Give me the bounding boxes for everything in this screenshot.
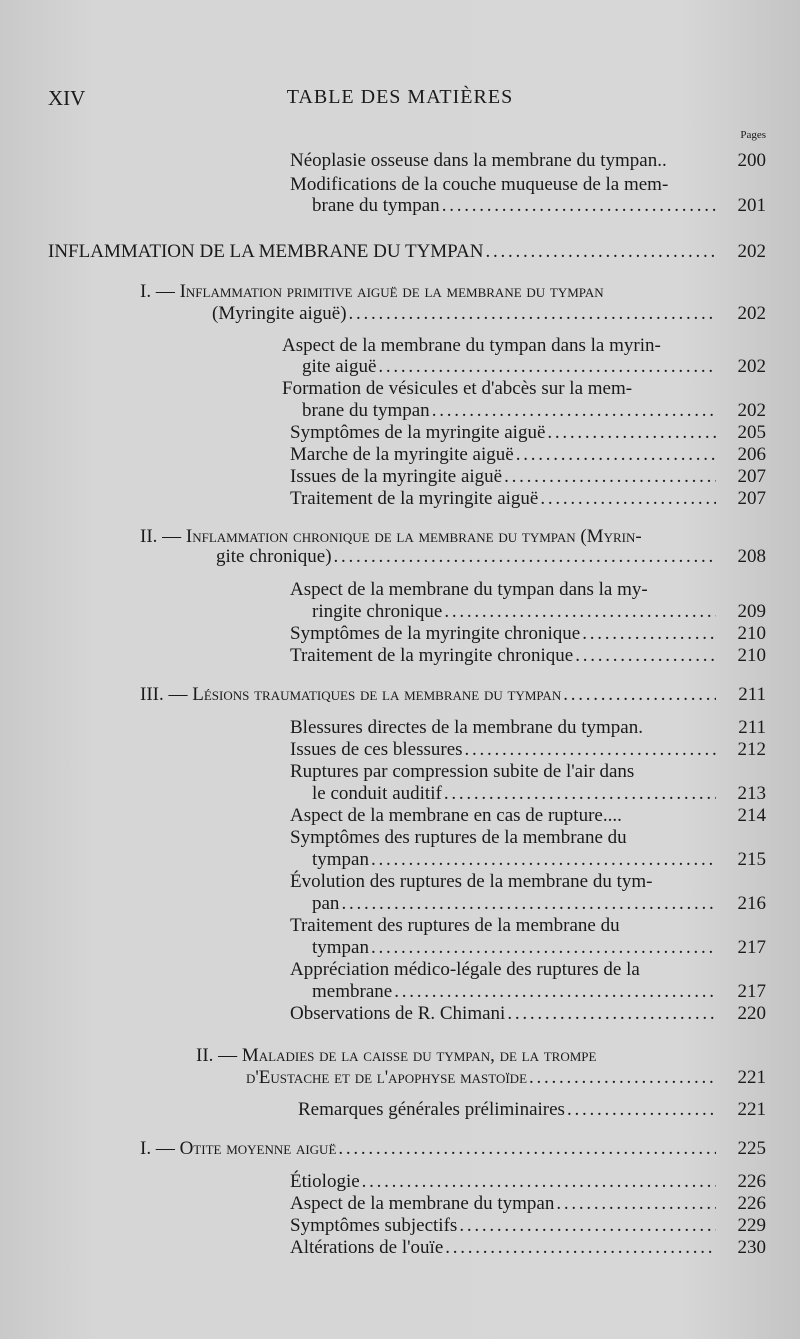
toc-entry-title: Remarques générales préliminaires <box>298 1099 565 1120</box>
toc-entry-title: Altérations de l'ouïe <box>290 1237 444 1258</box>
toc-entry <box>290 578 766 602</box>
toc-entry-page: 207 <box>737 488 766 509</box>
toc-entry <box>302 399 766 423</box>
toc-entry <box>290 914 766 938</box>
dot-leader <box>563 683 716 707</box>
dot-leader <box>371 848 716 872</box>
toc-entry <box>312 194 766 218</box>
pages-column-label: Pages <box>740 129 766 141</box>
toc-entry-title: Traitement de la myringite chronique <box>290 645 574 666</box>
dot-leader <box>459 1214 716 1238</box>
toc-entry-page: 205 <box>737 422 766 443</box>
toc-entry <box>282 377 766 401</box>
toc-entry-title: II. — Inflammation chronique de la membrane du tympan (Myrin- <box>140 526 642 547</box>
toc-entry <box>312 936 766 960</box>
toc-entry-page: 221 <box>737 1099 766 1120</box>
toc-entry-title: Ruptures par compression subite de l'air dans <box>290 761 635 782</box>
toc-entry-title: tympan <box>312 937 369 958</box>
toc-entry <box>312 782 766 806</box>
toc-entry <box>290 487 766 511</box>
toc-entry-page: 225 <box>737 1138 766 1159</box>
toc-entry-title: (Myringite aiguë) <box>212 303 347 324</box>
toc-entry <box>290 1236 766 1260</box>
running-title: TABLE DES MATIÈRES <box>286 86 514 108</box>
toc-entry-page: 201 <box>737 195 766 216</box>
toc-entry-page: 200 <box>737 150 766 171</box>
toc-entry <box>290 465 766 489</box>
toc-entry <box>290 1214 766 1238</box>
toc-entry <box>312 892 766 916</box>
toc-entry-title: Symptômes des ruptures de la membrane du <box>290 827 627 848</box>
toc-entry-page: 206 <box>737 444 766 465</box>
toc-entry-title: Aspect de la membrane en cas de rupture.... <box>290 805 622 826</box>
dot-leader <box>507 1002 716 1026</box>
toc-entry-page: 226 <box>737 1171 766 1192</box>
toc-entry <box>140 683 766 707</box>
toc-entry-page: 211 <box>738 717 766 738</box>
page-number: XIV <box>48 86 86 110</box>
dot-leader <box>540 487 716 511</box>
toc-entry-title: Observations de R. Chimani <box>290 1003 506 1024</box>
toc-entry-title: Marche de la myringite aiguë <box>290 444 514 465</box>
toc-entry-title: Symptômes subjectifs <box>290 1215 458 1236</box>
dot-leader <box>575 644 716 668</box>
toc-entry <box>312 848 766 872</box>
toc-entry-title: I. — Inflammation primitive aiguë de la membrane du tympan <box>140 281 604 302</box>
toc-entry-title: d'Eustache et de l'apophyse mastoïde <box>246 1067 528 1088</box>
dot-leader <box>529 1066 716 1090</box>
toc-entry-title: Aspect de la membrane du tympan dans la myrin- <box>282 335 661 356</box>
dot-leader <box>567 1098 716 1122</box>
toc-entry-title: Néoplasie osseuse dans la membrane du tympan.. <box>290 150 667 171</box>
toc-entry-page: 211 <box>738 684 766 705</box>
toc-entry-title: Traitement de la myringite aiguë <box>290 488 539 509</box>
toc-entry <box>48 240 766 264</box>
dot-leader <box>362 1170 716 1194</box>
dot-leader <box>349 302 716 326</box>
dot-leader <box>582 622 716 646</box>
toc-entry <box>290 1170 766 1194</box>
toc-entry-page: 210 <box>737 645 766 666</box>
toc-entry-title: Issues de la myringite aiguë <box>290 466 503 487</box>
toc-entry-page: 215 <box>737 849 766 870</box>
toc-entry-page: 217 <box>737 981 766 1002</box>
dot-leader <box>504 465 716 489</box>
dot-leader <box>378 355 716 379</box>
toc-entry-page: 217 <box>737 937 766 958</box>
toc-entry <box>312 600 766 624</box>
toc-entry-page: 202 <box>737 400 766 421</box>
toc-entry-title: Traitement des ruptures de la membrane du <box>290 915 620 936</box>
dot-leader <box>371 936 716 960</box>
toc-entry <box>312 980 766 1004</box>
toc-entry <box>290 804 766 828</box>
toc-entry <box>290 958 766 982</box>
dot-leader <box>444 782 716 806</box>
toc-entry-page: 220 <box>737 1003 766 1024</box>
toc-entry-page: 209 <box>737 601 766 622</box>
toc-entry-title: membrane <box>312 981 393 1002</box>
toc-entry-title: ringite chronique <box>312 601 443 622</box>
toc-entry-page: 202 <box>737 356 766 377</box>
toc-entry-page: 226 <box>737 1193 766 1214</box>
dot-leader <box>394 980 716 1004</box>
dot-leader <box>445 1236 716 1260</box>
toc-entry-title: II. — Maladies de la caisse du tympan, de la trompe <box>196 1045 597 1066</box>
toc-entry-page: 230 <box>737 1237 766 1258</box>
toc-entry-page: 202 <box>737 303 766 324</box>
toc-entry-title: Symptômes de la myringite chronique <box>290 623 581 644</box>
dot-leader <box>556 1192 716 1216</box>
dot-leader <box>442 194 716 218</box>
toc-entry <box>290 443 766 467</box>
toc-entry-title: Étiologie <box>290 1171 360 1192</box>
toc-entry-title: Modifications de la couche muqueuse de la mem- <box>290 174 669 195</box>
toc-entry-title: Aspect de la membrane du tympan <box>290 1193 555 1214</box>
toc-entry-title: INFLAMMATION DE LA MEMBRANE DU TYMPAN <box>48 241 484 262</box>
toc-entry-title: Évolution des ruptures de la membrane du tym- <box>290 871 653 892</box>
dot-leader <box>432 399 716 423</box>
toc-entry-title: brane du tympan <box>312 195 440 216</box>
toc-entry <box>290 644 766 668</box>
toc-entry <box>290 149 766 173</box>
dot-leader <box>444 600 716 624</box>
dot-leader <box>334 545 716 569</box>
toc-entry <box>140 1137 766 1161</box>
toc-entry-title: III. — Lésions traumatiques de la membrane du tympan <box>140 684 562 705</box>
toc-entry-title: Symptômes de la myringite aiguë <box>290 422 546 443</box>
toc-entry <box>302 355 766 379</box>
dot-leader <box>465 738 716 762</box>
toc-entry <box>298 1098 766 1122</box>
dot-leader <box>338 1137 716 1161</box>
toc-entry <box>212 302 766 326</box>
dot-leader <box>341 892 716 916</box>
toc-entry <box>290 738 766 762</box>
toc-entry-page: 214 <box>737 805 766 826</box>
toc-entry <box>290 716 766 740</box>
toc-entry <box>140 280 766 304</box>
toc-entry-title: pan <box>312 893 340 914</box>
toc-entry <box>290 1002 766 1026</box>
toc-entry-title: gite chronique) <box>216 546 332 567</box>
toc-entry-page: 213 <box>737 783 766 804</box>
toc-entry-page: 202 <box>737 241 766 262</box>
toc-entry-title: gite aiguë <box>302 356 377 377</box>
toc-entry-title: tympan <box>312 849 369 870</box>
toc-entry-page: 221 <box>737 1067 766 1088</box>
toc-entry-page: 229 <box>737 1215 766 1236</box>
toc-entry <box>290 760 766 784</box>
toc-entry-page: 208 <box>737 546 766 567</box>
toc-entry <box>196 1044 766 1068</box>
toc-entry <box>290 1192 766 1216</box>
toc-entry <box>290 622 766 646</box>
dot-leader <box>547 421 716 445</box>
toc-entry-page: 216 <box>737 893 766 914</box>
toc-entry-title: Formation de vésicules et d'abcès sur la mem- <box>282 378 633 399</box>
toc-entry-title: Blessures directes de la membrane du tympan. <box>290 717 643 738</box>
toc-entry-title: Aspect de la membrane du tympan dans la my- <box>290 579 648 600</box>
toc-entry <box>290 870 766 894</box>
toc-entry <box>246 1066 766 1090</box>
toc-entry-title: brane du tympan <box>302 400 430 421</box>
toc-entry-title: Appréciation médico-légale des ruptures de la <box>290 959 640 980</box>
toc-entry-title: le conduit auditif <box>312 783 442 804</box>
toc-entry-title: Issues de ces blessures <box>290 739 463 760</box>
toc-entry-page: 207 <box>737 466 766 487</box>
toc-entry-title: I. — Otite moyenne aiguë <box>140 1138 337 1159</box>
toc-entry <box>290 826 766 850</box>
toc-entry <box>216 545 766 569</box>
dot-leader <box>485 240 716 264</box>
dot-leader <box>516 443 716 467</box>
toc-entry <box>290 421 766 445</box>
toc-entry-page: 210 <box>737 623 766 644</box>
toc-entry-page: 212 <box>737 739 766 760</box>
